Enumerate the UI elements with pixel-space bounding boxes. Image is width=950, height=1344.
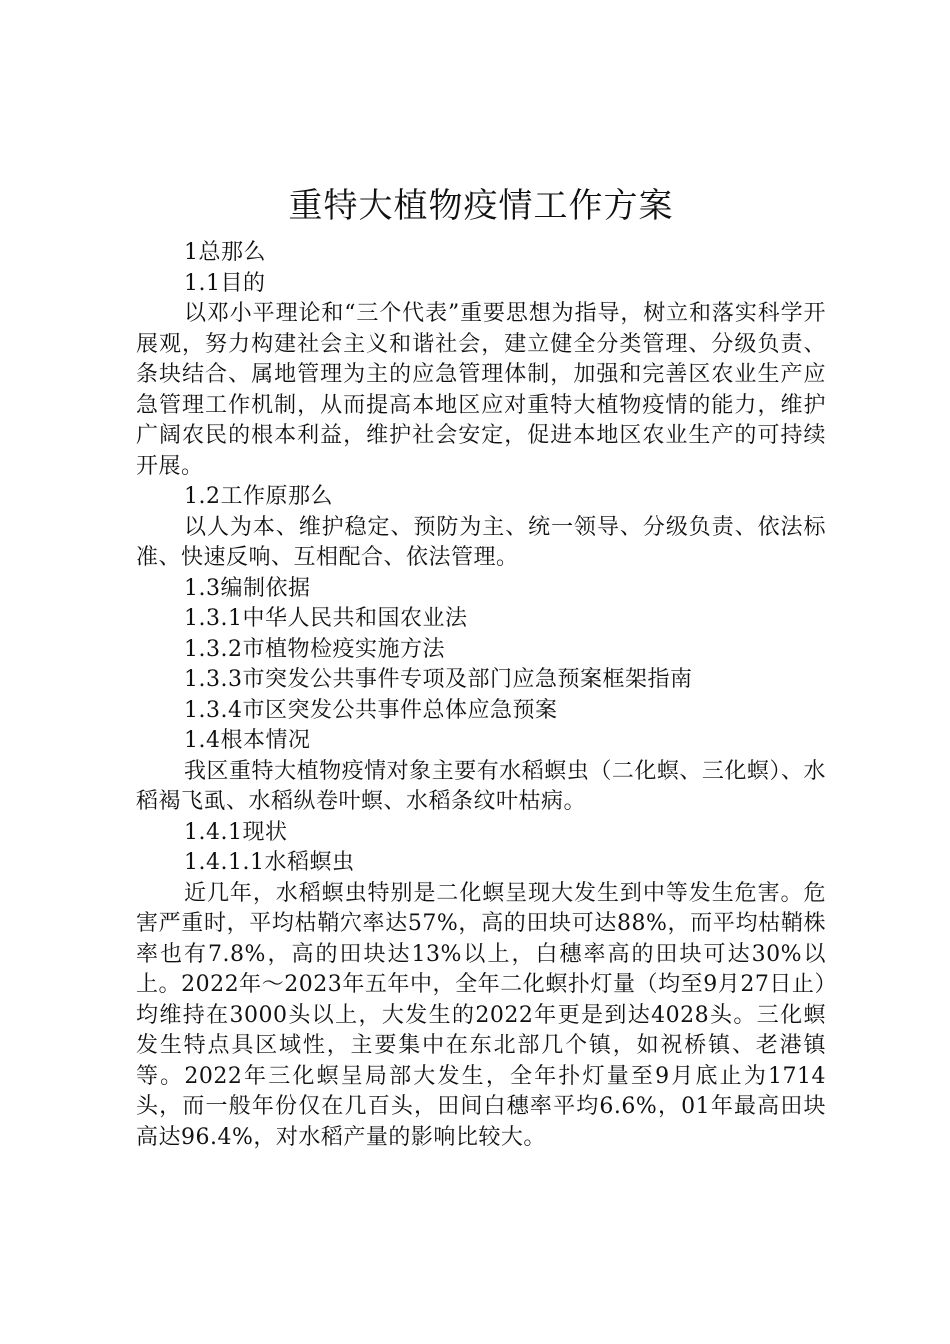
document-page: [136, 180, 826, 1153]
document-title: 重特大植物疫情工作方案: [288, 186, 674, 226]
paragraph-principles: 以人为本、维护稳定、预防为主、统一领导、分级负责、依法标准、快速反响、互相配合、依法管理。: [136, 514, 826, 570]
section-heading-1-4-1: 1.4.1现状: [184, 819, 288, 845]
paragraph-rice-borer: 近几年，水稻螟虫特别是二化螟呈现大发生到中等发生危害。危害严重时，平均枯鞘穴率达57%，高的田块可达88%，而平均枯鞘株率也有7.8%，高的田块达13%以上，白穗率高的田块可达30%以上。2022年～2023年五年中，全年二化螟扑灯量（均至9月27日止）均维持在3000头以上，大发生的2022年更是到达4028头。三化螟发生特点具区域性，主要集中在东北部几个镇，如祝桥镇、老港镇等。2022年三化螟呈局部大发生，全年扑灯量至9月底止为1714头，而一般年份仅在几百头，田间白穗率平均6.6%，01年最高田块高达96.4%，对水稻产量的影响比较大。: [136, 880, 826, 1150]
section-heading-1-4-1-1: 1.4.1.1水稻螟虫: [184, 850, 355, 875]
section-heading-1-3-1: 1.3.1中华人民共和国农业法: [184, 606, 468, 631]
section-heading-1-3-3: 1.3.3市突发公共事件专项及部门应急预案框架指南: [184, 667, 693, 692]
section-heading-1-1: 1.1目的: [184, 270, 266, 296]
paragraph-purpose: 以邓小平理论和“三个代表”重要思想为指导，树立和落实科学开展观，努力构建社会主义和谐社会，建立健全分类管理、分级负责、条块结合、属地管理为主的应急管理体制，加强和完善区农业生产应急管理工作机制，从而提高本地区应对重特大植物疫情的能力，维护广阔农民的根本利益，维护社会安定，促进本地区农业生产的可持续开展。: [136, 301, 826, 479]
paragraph-basic-situation: 我区重特大植物疫情对象主要有水稻螟虫（二化螟、三化螟）、水稻褐飞虱、水稻纵卷叶螟、水稻条纹叶枯病。: [136, 758, 826, 814]
section-heading-1-3-2: 1.3.2市植物检疫实施方法: [184, 636, 445, 662]
section-heading-1-4: 1.4根本情况: [184, 728, 311, 753]
section-heading-1-2: 1.2工作原那么: [184, 484, 333, 509]
section-heading-1-3-4: 1.3.4市区突发公共事件总体应急预案: [184, 697, 558, 723]
section-heading-1: 1总那么: [184, 240, 266, 265]
section-heading-1-3: 1.3编制依据: [184, 575, 311, 601]
